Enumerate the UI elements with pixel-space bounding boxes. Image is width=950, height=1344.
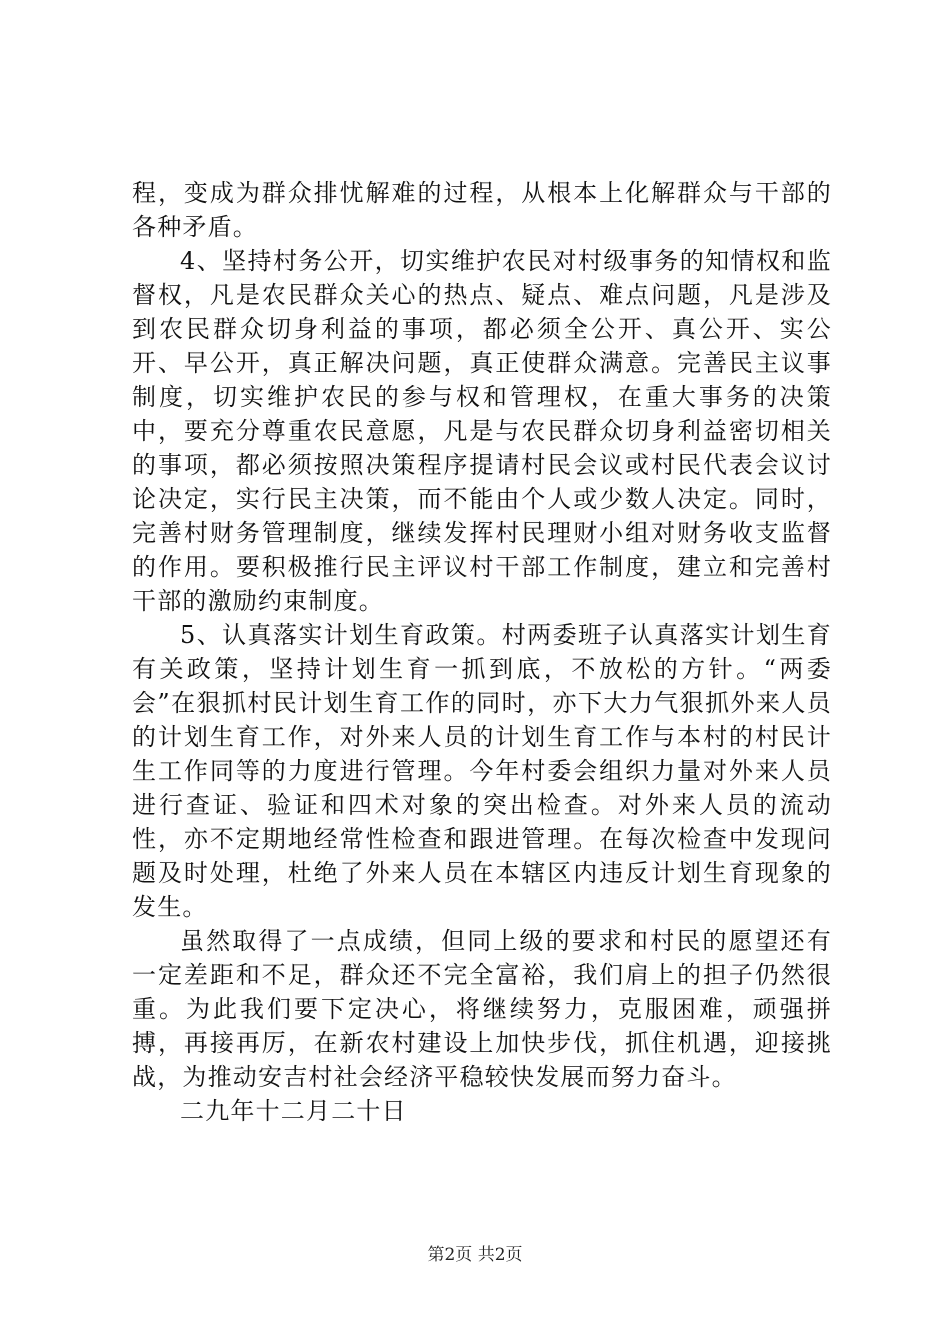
page-number: 第2页 共2页	[427, 1245, 523, 1265]
paragraph-continuation: 程，变成为群众排忧解难的过程，从根本上化解群众与干部的各种矛盾。	[132, 179, 832, 241]
page-footer	[0, 1244, 950, 1266]
paragraph-village-affairs: 4、坚持村务公开，切实维护农民对村级事务的知情权和监督权，凡是农民群众关心的热点、疑点、难点问题，凡是涉及到农民群众切身利益的事项，都必须全公开、真公开、实公开、早公开，真正解决问题，真正使群众满意。完善民主议事制度，切实维护农民的参与权和管理权，在重大事务的决策中，要充分尊重农民意愿，凡是与农民群众切身利益密切相关的事项，都必须按照决策程序提请村民会议或村民代表会议讨论决定，实行民主决策，而不能由个人或少数人决定。同时，完善村财务管理制度，继续发挥村民理财小组对财务收支监督的作用。要积极推行民主评议村干部工作制度，建立和完善村干部的激励约束制度。	[132, 247, 832, 615]
document-body	[132, 176, 832, 1128]
paragraph-family-planning: 5、认真落实计划生育政策。村两委班子认真落实计划生育有关政策，坚持计划生育一抓到底，不放松的方针。“两委会”在狠抓村民计划生育工作的同时，亦下大力气狠抓外来人员的计划生育工作，对外来人员的计划生育工作与本村的村民计生工作同等的力度进行管理。今年村委会组织力量对外来人员进行查证、验证和四术对象的突出检查。对外来人员的流动性，亦不定期地经常性检查和跟进管理。在每次检查中发现问题及时处理，杜绝了外来人员在本辖区内违反计划生育现象的发生。	[132, 621, 832, 921]
paragraph-conclusion: 虽然取得了一点成绩，但同上级的要求和村民的愿望还有一定差距和不足，群众还不完全富裕，我们肩上的担子仍然很重。为此我们要下定决心，将继续努力，克服困难，顽强拼搏，再接再厉，在新农村建设上加快步伐，抓住机遇，迎接挑战，为推动安吉村社会经济平稳较快发展而努力奋斗。	[132, 927, 832, 1091]
document-date: 二九年十二月二十日	[180, 1097, 407, 1125]
